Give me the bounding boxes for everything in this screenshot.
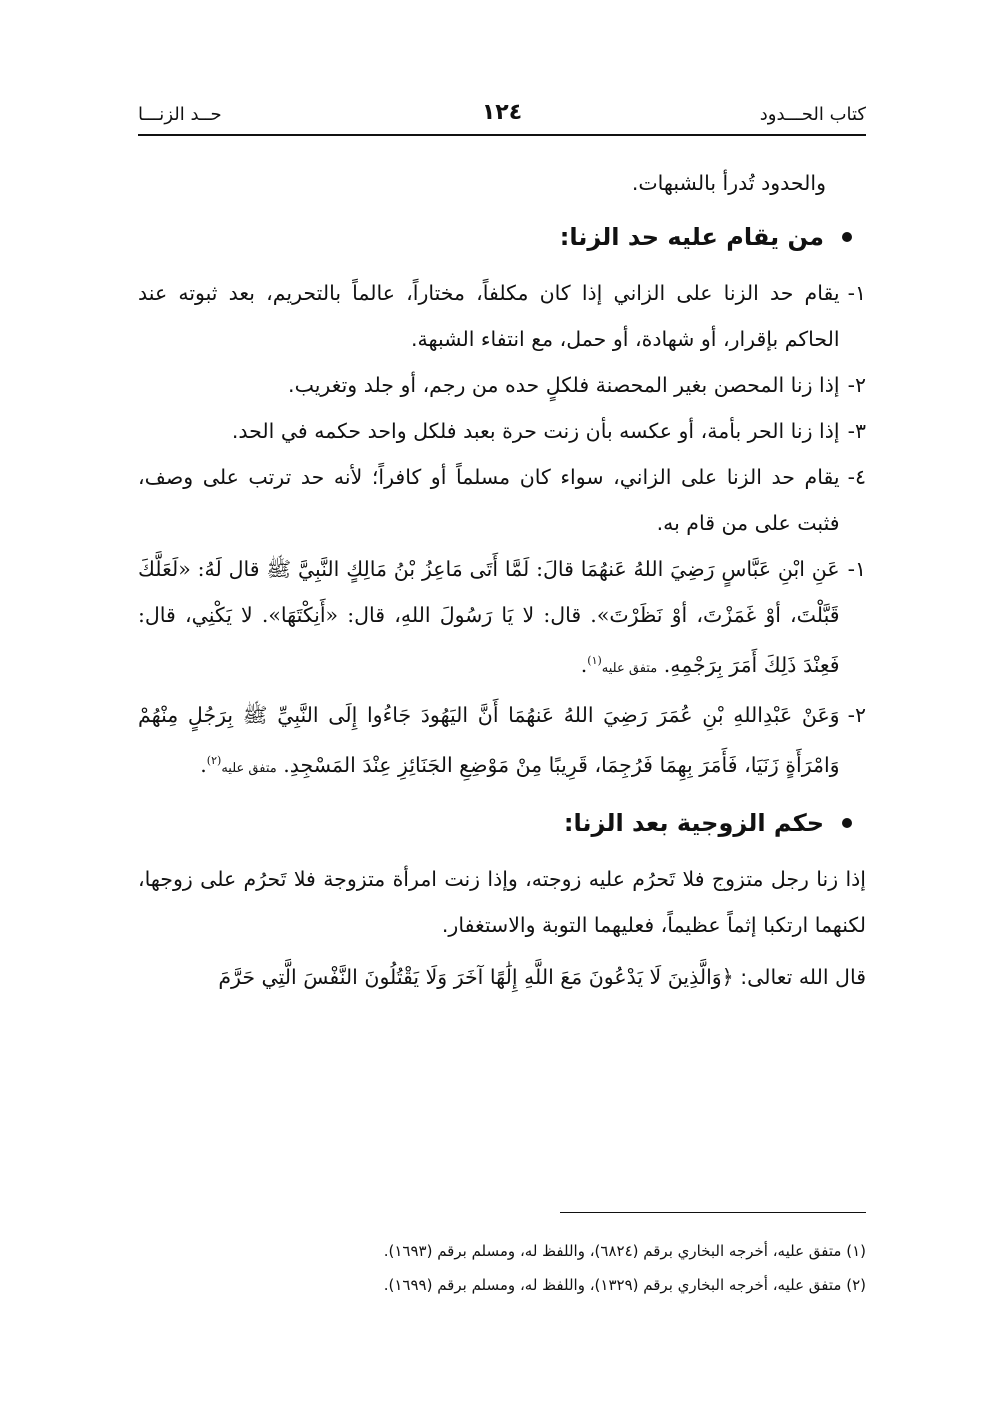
item-text: يقام حد الزنا على الزاني، سواء كان مسلماً أو كافراً؛ لأنه حد ترتب على وصف، فثبت على من قام به. [138, 465, 840, 535]
running-header [138, 98, 866, 132]
hadith-item [138, 692, 866, 792]
quran-line [138, 954, 866, 1000]
section-heading-2 [138, 800, 866, 846]
hadith-source: متفق عليه [221, 760, 277, 776]
list-item [138, 362, 866, 408]
quran-intro: قال الله تعالى: [740, 964, 866, 989]
footnote-divider [560, 1212, 866, 1213]
hadith-item [138, 546, 866, 692]
footnote: (١) متفق عليه، أخرجه البخاري برقم (٦٨٢٤)، واللفظ له، ومسلم برقم (١٦٩٣). [383, 1242, 866, 1260]
item-text: يقام حد الزنا على الزاني إذا كان مكلفاً، مختاراً، عالماً بالتحريم، بعد ثبوته عند الحاكم بإقرار، أو شهادة، أو حمل، مع انتفاء الشبهة. [138, 281, 840, 351]
intro-line: والحدود تُدرأ بالشبهات. [631, 171, 826, 195]
bullet-icon [842, 232, 852, 242]
hadith-number: ١- [847, 557, 866, 581]
hadith-text-wrapper: عَنِ ابْنِ عَبَّاسٍ رَضِيَ اللهُ عَنهُمَا قالَ: لَمَّا أَتَى مَاعِزُ بْنُ مَالِكٍ النَّبِيَّ ﷺ قال لَهُ: «لَعَلَّكَ قَبَّلْتَ، أوْ غَمَزْتَ، أوْ نَظَرْتَ». قال: لا يَا رَسُولَ اللهِ، قال: «أَنِكْتَهَا». لا يَكْنِي، قال: فَعِنْدَ ذَلِكَ أَمَرَ بِرَجْمِهِ. متفق عليه$^{(١)}$. [138, 557, 840, 677]
hadith-number: ٢- [847, 702, 866, 727]
list-item [138, 270, 866, 362]
item-number: ١- [847, 281, 866, 305]
quran-verse: ﴿وَالَّذِينَ لَا يَدْعُونَ مَعَ اللَّهِ إِلَٰهًا آخَرَ وَلَا يَقْتُلُونَ النَّفْسَ الَّتِي حَرَّمَ [218, 964, 734, 989]
hadith-text: عَنِ ابْنِ عَبَّاسٍ رَضِيَ اللهُ عَنهُمَا قالَ: لَمَّا أَتَى مَاعِزُ بْنُ مَالِكٍ النَّبِيَّ ﷺ قال لَهُ: «لَعَلَّكَ قَبَّلْتَ، أوْ غَمَزْتَ، أوْ نَظَرْتَ». قال: لا يَا رَسُولَ اللهِ، قال: «أَنِكْتَهَا». لا يَكْنِي، قال: فَعِنْدَ ذَلِكَ أَمَرَ بِرَجْمِهِ. [138, 557, 840, 677]
footnote-ref[interactable]: (٢) [206, 753, 222, 767]
item-number: ٤- [847, 465, 866, 489]
section-heading-text: حكم الزوجية بعد الزنا: [563, 808, 824, 837]
section-paragraph: إذا زنا رجل متزوج فلا تَحرُم عليه زوجته، وإذا زنت امرأة متزوجة فلا تَحرُم على زوجها، لكنهما ارتكبا إثماً عظيماً، فعليهما التوبة والاستغفار. [138, 866, 866, 937]
section-heading-text: من يقام عليه حد الزنا: [559, 223, 824, 251]
chapter-title: حــد الزنـــا [138, 104, 222, 125]
hadith-text-wrapper: وَعَنْ عَبْدِاللهِ بْنِ عُمَرَ رَضِيَ اللهُ عَنهُمَا أَنَّ اليَهُودَ جَاءُوا إِلَى النَّبِيِّ ﷺ بِرَجُلٍ مِنْهُمْ وَامْرَأَةٍ زَنَيَا، فَأَمَرَ بِهِمَا فَرُجِمَا، قَرِيبًا مِنْ مَوْضِعِ الجَنَائِزِ عِنْدَ المَسْجِدِ. متفق عليه$^{(٢)}$. [138, 702, 840, 777]
item-number: ٢- [847, 373, 866, 397]
footnote-ref[interactable]: (١) [587, 654, 602, 667]
footnote: (٢) متفق عليه، أخرجه البخاري برقم (١٣٢٩)، واللفظ له، ومسلم برقم (١٦٩٩). [383, 1276, 866, 1294]
book-title: كتاب الحـــدود [759, 104, 866, 125]
hadith-text: وَعَنْ عَبْدِاللهِ بْنِ عُمَرَ رَضِيَ اللهُ عَنهُمَا أَنَّ اليَهُودَ جَاءُوا إِلَى النَّبِيِّ ﷺ بِرَجُلٍ مِنْهُمْ وَامْرَأَةٍ زَنَيَا، فَأَمَرَ بِهِمَا فَرُجِمَا، قَرِيبًا مِنْ مَوْضِعِ الجَنَائِزِ عِنْدَ المَسْجِدِ. [138, 702, 840, 777]
item-number: ٣- [847, 419, 866, 443]
main-text [138, 160, 866, 1006]
item-text: إذا زنا الحر بأمة، أو عكسه بأن زنت حرة بعبد فلكل واحد حكمه في الحد. [231, 419, 840, 443]
item-text: إذا زنا المحصن بغير المحصنة فلكلٍ حده من رجم، أو جلد وتغريب. [288, 373, 840, 397]
footnotes [138, 1234, 866, 1302]
page-number: ١٢٤ [481, 100, 523, 125]
hadith-source: متفق عليه [601, 660, 658, 676]
header-divider [138, 134, 866, 136]
list-item [138, 408, 866, 454]
section-heading-1 [138, 214, 866, 260]
bullet-icon [842, 818, 852, 828]
list-item [138, 454, 866, 546]
